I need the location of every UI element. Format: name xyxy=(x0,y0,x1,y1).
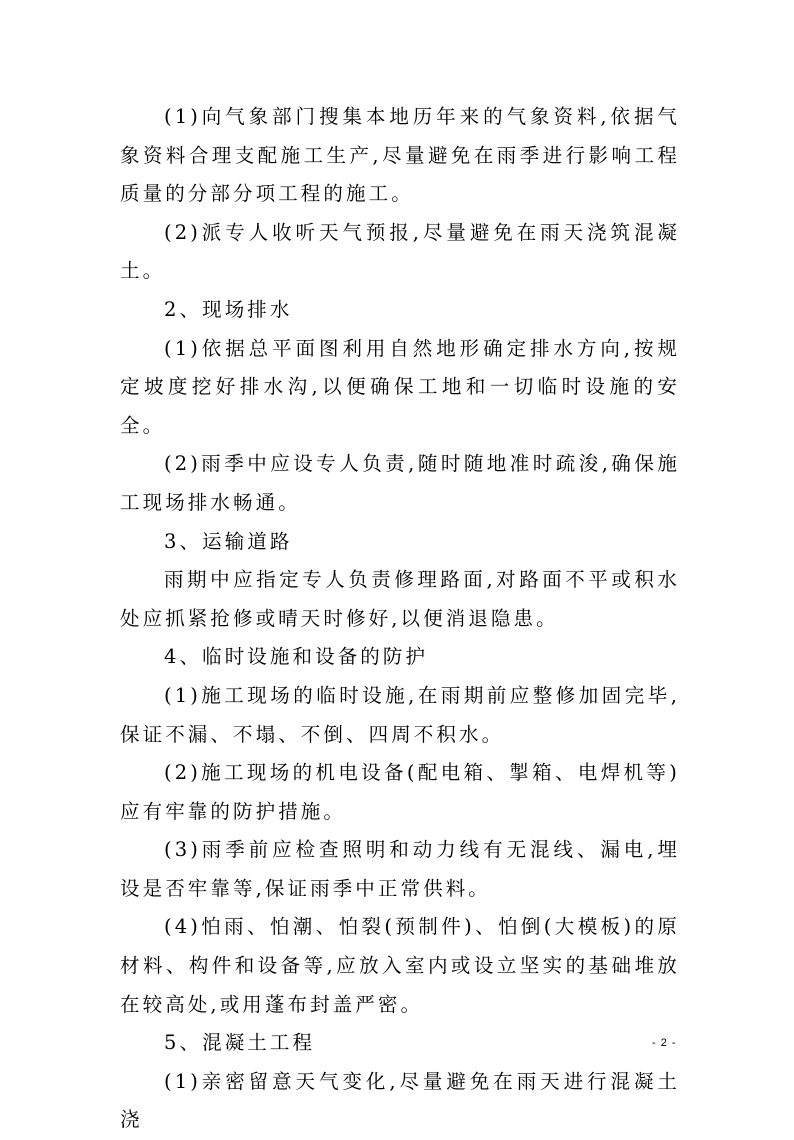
paragraph-drainage-dredging: (2)雨季中应设专人负责,随时随地准时疏浚,确保施工现场排水畅通。 xyxy=(120,452,680,514)
section-heading-facility-protection: 4、临时设施和设备的防护 xyxy=(164,645,429,669)
section-heading-concrete-works: 5、混凝土工程 xyxy=(164,1031,316,1055)
paragraph-material-storage: (4)怕雨、怕潮、怕裂(预制件)、怕倒(大模板)的原材料、构件和设备等,应放入室内或设立坚实的基础堆放在较高处,或用蓬布封盖严密。 xyxy=(120,915,680,1016)
paragraph-drainage-direction: (1)依据总平面图利用自然地形确定排水方向,按规定坡度挖好排水沟,以便确保工地和一切临时设施的安全。 xyxy=(120,336,680,437)
paragraph-temporary-facilities: (1)施工现场的临时设施,在雨期前应整修加固完毕,保证不漏、不塌、不倒、四周不积水。 xyxy=(120,683,680,746)
paragraph-weather-data: (1)向气象部门搜集本地历年来的气象资料,依据气象资料合理支配施工生产,尽量避免在雨季进行影响工程质量的分部分项工程的施工。 xyxy=(120,105,680,206)
paragraph-road-repair: 雨期中应指定专人负责修理路面,对路面不平或积水处应抓紧抢修或晴天时修好,以便消退隐患。 xyxy=(120,568,680,630)
document-body xyxy=(120,98,680,1140)
section-heading-site-drainage: 2、现场排水 xyxy=(164,297,293,321)
page-number: - 2 - xyxy=(652,1037,677,1049)
paragraph-lighting-power-lines: (3)雨季前应检查照明和动力线有无混线、漏电,埋设是否牢靠等,保证雨季中正常供料。 xyxy=(120,838,680,900)
section-heading-transport-roads: 3、运输道路 xyxy=(164,529,293,553)
paragraph-electrical-equipment: (2)施工现场的机电设备(配电箱、掣箱、电焊机等)应有牢靠的防护措施。 xyxy=(120,761,680,823)
paragraph-concrete-weather: (1)亲密留意天气变化,尽量避免在雨天进行混凝土浇 xyxy=(120,1069,680,1132)
paragraph-weather-forecast: (2)派专人收听天气预报,尽量避免在雨天浇筑混凝土。 xyxy=(120,220,680,283)
